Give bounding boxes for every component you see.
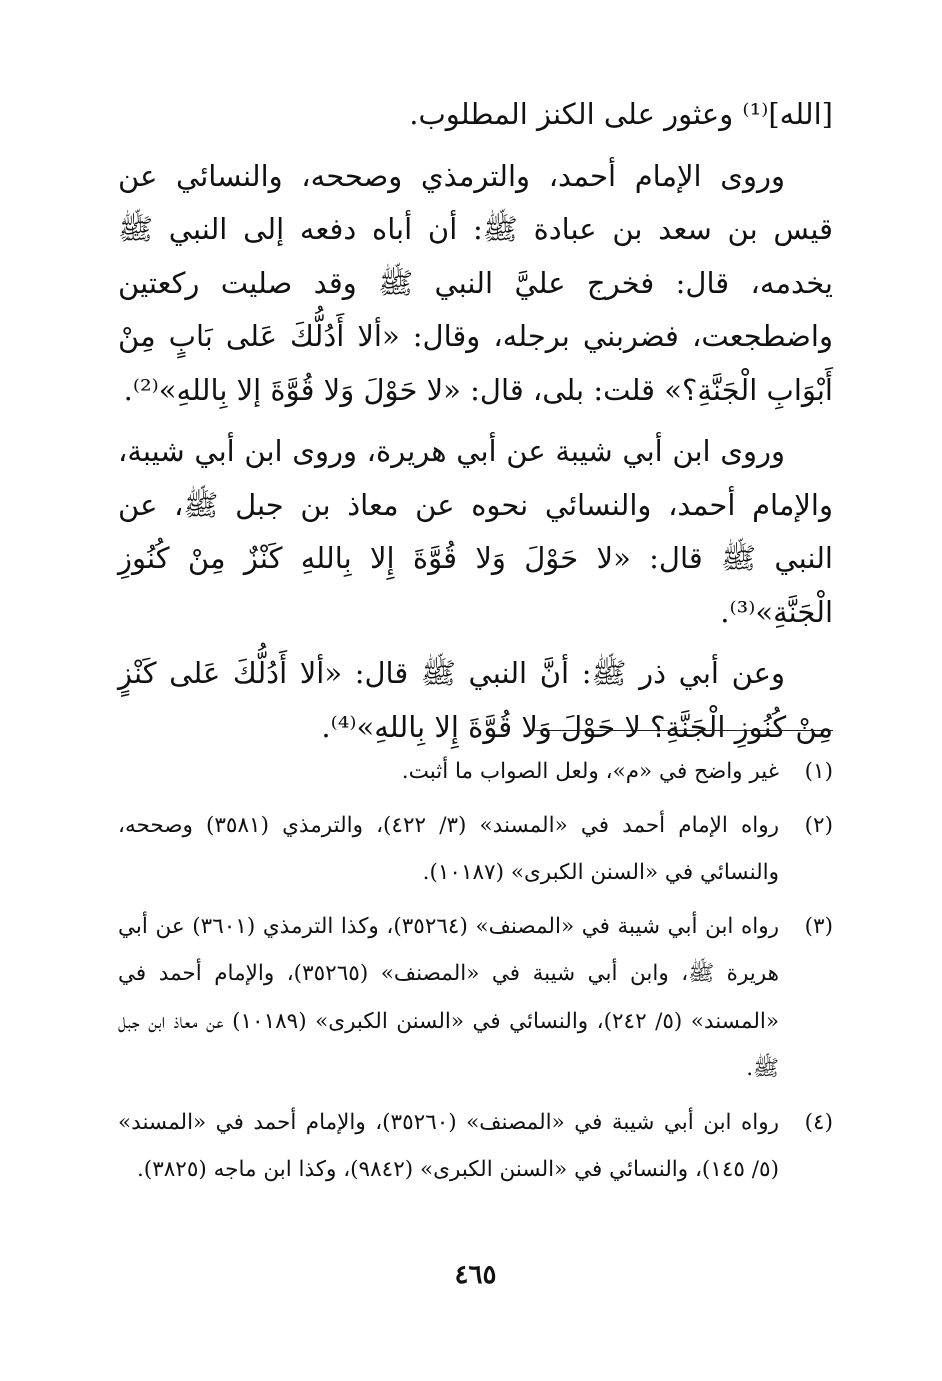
footnote-text: رواه ابن أبي شيبة في «المصنف» (٣٥٢٦٠)، والإمام أحمد في «المسند» (٥/ ١٤٥)، والنسائي في «السنن الكبرى» (٩٨٤٢)، وكذا ابن ماجه (٣٨٢٥).: [118, 1109, 779, 1182]
footnote-number: (٤): [804, 1109, 833, 1135]
paragraph: [الله]⁽¹⁾ وعثور على الكنز المطلوب.: [409, 97, 833, 131]
footnote-number: (٣): [804, 913, 833, 939]
page-number: ٤٦٥: [454, 1260, 497, 1290]
footnote-item: [118, 1099, 833, 1194]
footnote-item: [118, 748, 833, 796]
footnote-item: [118, 802, 833, 897]
book-page: [118, 88, 833, 1308]
main-text: [118, 88, 833, 754]
footnote-item: [118, 903, 833, 1093]
paragraph: وعن أبي ذر ﷺ: أنَّ النبي ﷺ قال: «ألا أَدُلُّكَ عَلى كَنْزٍ مِنْ كُنُوزِ الْجَنَّةِ؟ لا حَوْلَ وَلا قُوَّةَ إِلا بِاللهِ»⁽⁴⁾.: [118, 656, 833, 744]
paragraph: وروى الإمام أحمد، والترمذي وصححه، والنسائي عن قيس بن سعد بن عبادة ﷺ: أن أباه دفعه إلى النبي ﷺ يخدمه، قال: فخرج عليَّ النبي ﷺ وقد صليت ركعتين واضطجعت، فضربني برجله، وقال: «ألا أَدُلُّكَ عَلى بَابٍ مِنْ أَبْوَابِ الْجَنَّةِ؟» قلت: بلى، قال: «لا حَوْلَ وَلا قُوَّةَ إلا بِاللهِ»⁽²⁾.: [118, 158, 833, 407]
footnote-text: رواه الإمام أحمد في «المسند» (٣/ ٤٢٢)، والترمذي (٣٥٨١) وصححه، والنسائي في «السنن الكبرى» (١٠١٨٧).: [118, 812, 779, 885]
footnote-text: غير واضح في «م»، ولعل الصواب ما أثبت.: [401, 759, 779, 784]
footnotes: [118, 748, 833, 1200]
footnote-number: (١): [804, 759, 833, 784]
footnote-text: رواه ابن أبي شيبة في «المصنف» (٣٥٢٦٤)، وكذا الترمذي (٣٦٠١) عن أبي هريرة ﷺ، وابن أبي شيبة في «المصنف» (٣٥٢٦٥)، والإمام أحمد في «المسند» (٥/ ٢٤٢)، والنسائي في «السنن الكبرى» (١٠١٨٩) عن معاذ ابن جبل ﷺ.: [118, 913, 779, 1081]
footnote-divider: [533, 730, 833, 731]
paragraph: وروى ابن أبي شيبة عن أبي هريرة، وروى ابن أبي شيبة، والإمام أحمد، والنسائي نحوه عن معاذ بن جبل ﷺ، عن النبي ﷺ قال: «لا حَوْلَ وَلا قُوَّةَ إِلا بِاللهِ كَنْزٌ مِنْ كُنُوزِ الْجَنَّةِ»⁽³⁾.: [118, 434, 833, 629]
footnote-number: (٢): [804, 812, 833, 838]
